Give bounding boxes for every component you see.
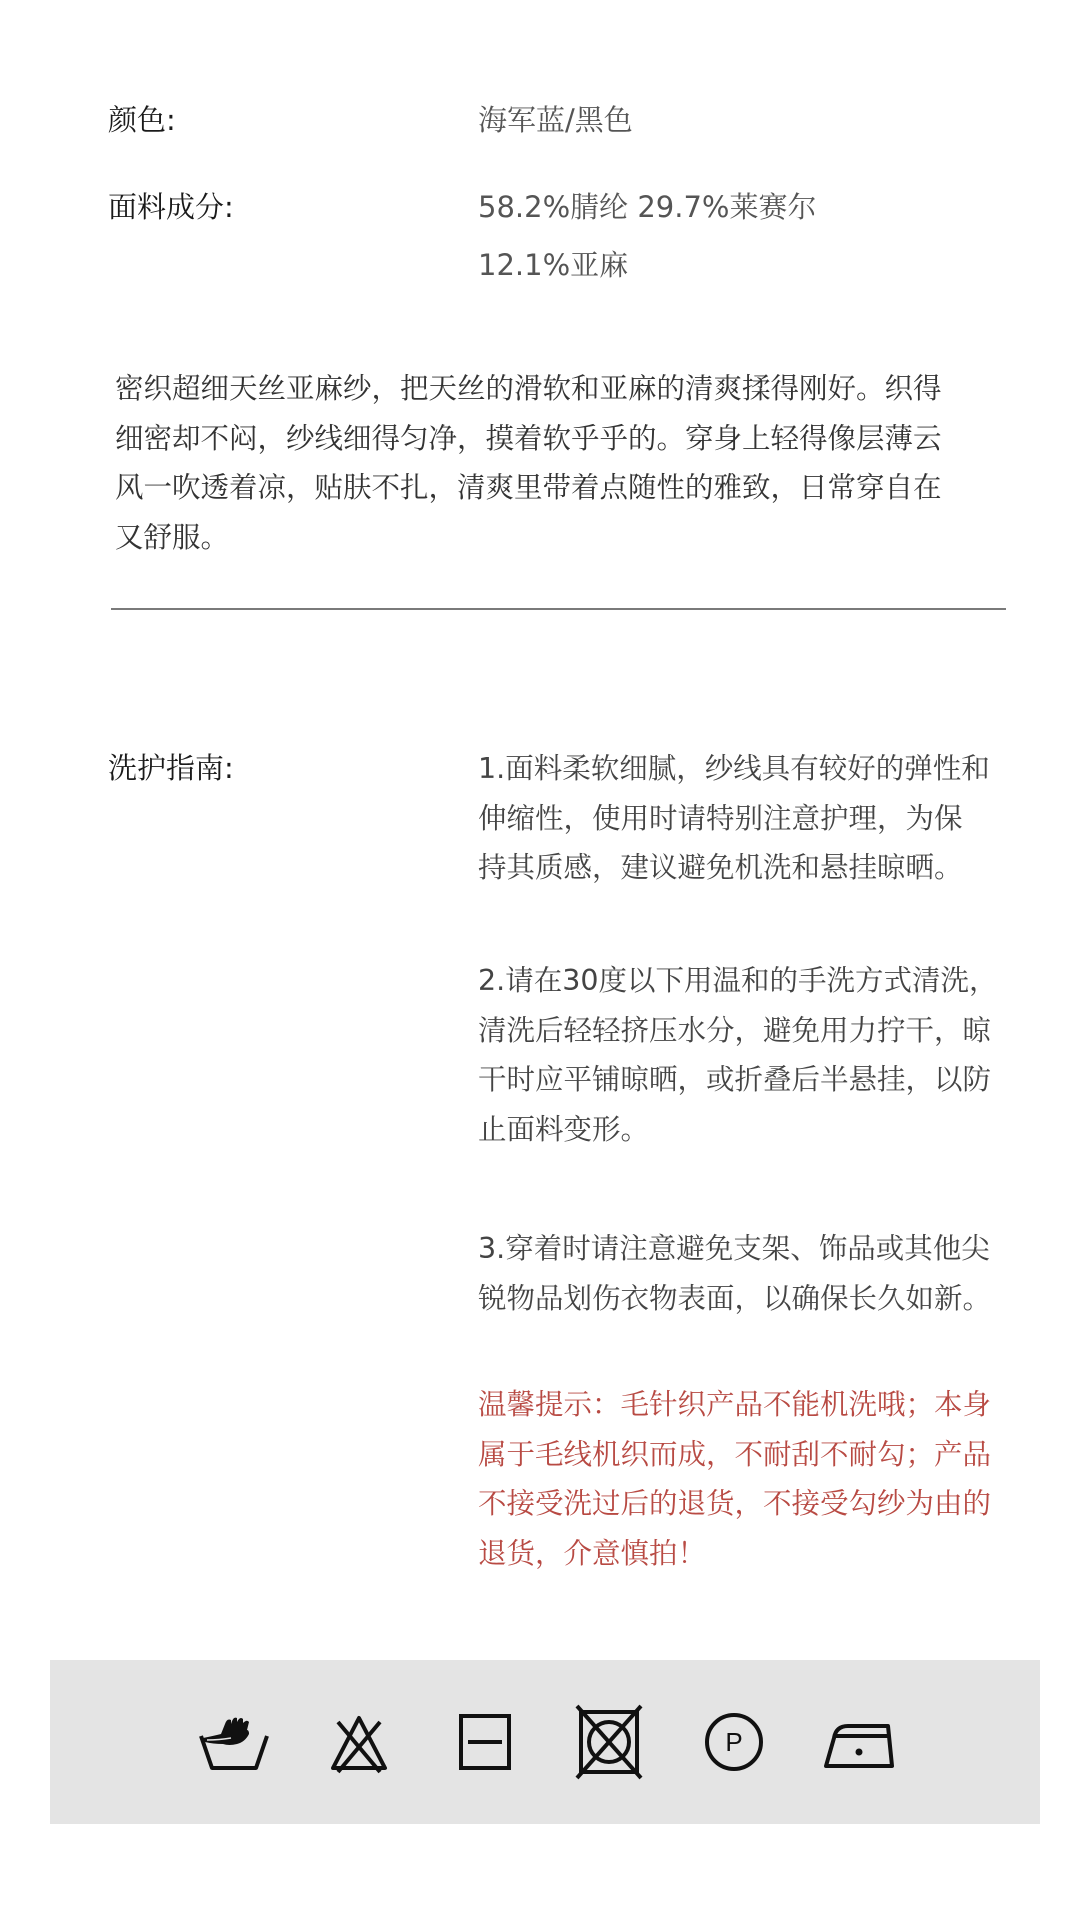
color-label: 颜色: <box>108 103 176 137</box>
professional-dry-clean-p-icon <box>697 1710 771 1774</box>
warm-tip-line: 温馨提示：毛针织产品不能机洗哦；本身 <box>478 1388 992 1421</box>
description-line: 细密却不闷，纱线细得匀净，摸着软乎乎的。穿身上轻得像层薄云 <box>115 421 942 455</box>
description-line: 又舒服。 <box>115 520 230 554</box>
warm-tip-line: 不接受洗过后的退货，不接受勾纱为由的 <box>478 1487 992 1520</box>
care-line: 伸缩性，使用时请特别注意护理，为保 <box>478 801 963 835</box>
care-paragraph-3 <box>478 1224 1038 1323</box>
fabric-value-line2: 12.1%亚麻 <box>478 248 629 282</box>
p-letter: P <box>725 1727 743 1757</box>
color-value: 海军蓝/黑色 <box>478 103 633 137</box>
fabric-value-line1: 58.2%腈纶 29.7%莱赛尔 <box>478 190 817 224</box>
dry-flat-icon <box>448 1710 522 1774</box>
description-line: 密织超细天丝亚麻纱，把天丝的滑软和亚麻的清爽揉得刚好。织得 <box>115 372 942 405</box>
do-not-bleach-icon <box>322 1710 396 1774</box>
section-divider <box>111 608 1006 610</box>
care-paragraph-1 <box>478 744 1038 893</box>
description-line: 风一吹透着凉，贴肤不扎，清爽里带着点随性的雅致，日常穿自在 <box>115 471 942 504</box>
care-line: 止面料变形。 <box>478 1112 650 1146</box>
care-icons-bar <box>50 1660 1040 1824</box>
care-line: 干时应平铺晾晒，或折叠后半悬挂，以防 <box>478 1063 992 1096</box>
fabric-label: 面料成分: <box>108 190 234 224</box>
care-line: 3.穿着时请注意避免支架、饰品或其他尖 <box>478 1232 990 1265</box>
care-line: 锐物品划伤衣物表面，以确保长久如新。 <box>478 1281 992 1315</box>
iron-low-heat-icon <box>822 1710 896 1774</box>
care-paragraph-2 <box>478 956 1038 1154</box>
warm-tip <box>478 1380 1038 1578</box>
care-line: 2.请在30度以下用温和的手洗方式清洗， <box>478 964 998 997</box>
do-not-tumble-dry-icon <box>572 1710 646 1774</box>
hand-wash-icon <box>197 1710 271 1774</box>
product-description <box>115 364 1015 562</box>
care-line: 1.面料柔软细腻，纱线具有较好的弹性和 <box>478 752 990 785</box>
care-label: 洗护指南: <box>108 751 234 785</box>
care-line: 清洗后轻轻挤压水分，避免用力拧干，晾 <box>478 1013 992 1047</box>
warm-tip-line: 属于毛线机织而成，不耐刮不耐勾；产品 <box>478 1437 992 1471</box>
care-line: 持其质感，建议避免机洗和悬挂晾晒。 <box>478 851 963 884</box>
warm-tip-line: 退货，介意慎拍！ <box>478 1536 707 1570</box>
